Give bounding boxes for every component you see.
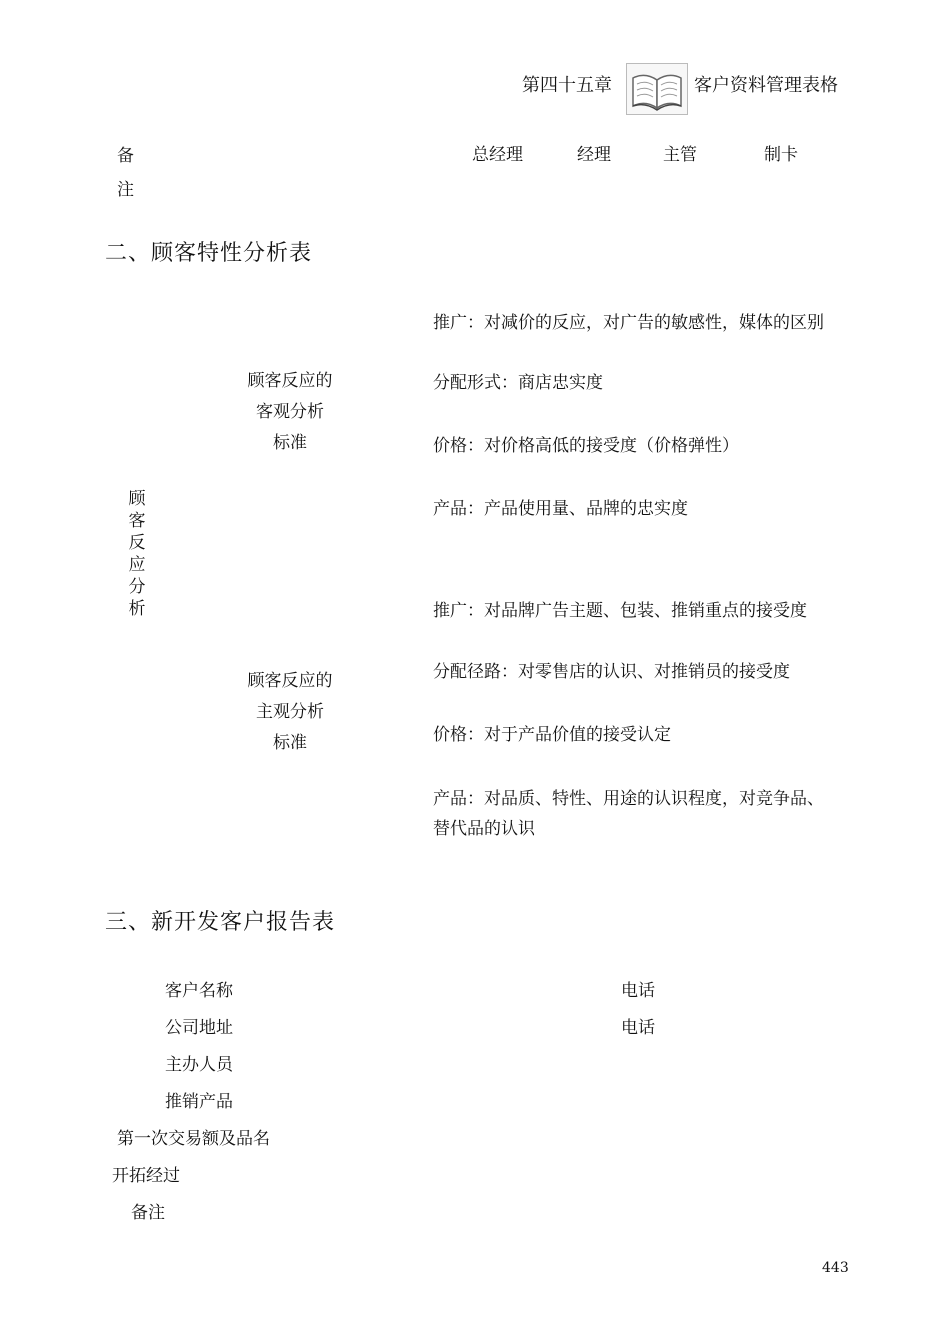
page-number: 443 [822,1260,849,1276]
chapter-label: 第四十五章 [522,75,612,96]
field-development: 开拓经过 [112,1166,180,1186]
remarks-label-top: 备 [117,146,134,166]
subjective-criteria-label: 顾客反应的 主观分析 标准 [247,671,333,753]
field-phone-1: 电话 [621,981,655,1001]
subjective-item-product-cont: 替代品的认识 [433,819,535,839]
subjective-item-distribution: 分配径路：对零售店的认识、对推销员的接受度 [433,662,790,682]
section-heading-customer-analysis: 二、顾客特性分析表 [105,241,313,266]
role-general-manager: 总经理 [472,145,523,165]
field-organizer: 主办人员 [165,1055,233,1075]
field-product: 推销产品 [165,1092,233,1112]
subjective-item-promotion: 推广：对品牌广告主题、包装、推销重点的接受度 [433,601,807,621]
objective-item-product: 产品：产品使用量、品牌的忠实度 [433,499,688,519]
role-card-maker: 制卡 [764,145,798,165]
remarks-label-bottom: 注 [117,180,134,200]
objective-item-distribution: 分配形式：商店忠实度 [433,373,603,393]
subjective-item-price: 价格：对于产品价值的接受认定 [433,725,671,745]
field-remarks: 备注 [131,1203,165,1223]
side-label-customer-reaction: 顾客反应分析 [128,489,146,619]
field-phone-2: 电话 [621,1018,655,1038]
subjective-item-product: 产品：对品质、特性、用途的认识程度，对竞争品、 [433,789,824,809]
field-first-deal: 第一次交易额及品名 [117,1129,270,1149]
chapter-title: 客户资料管理表格 [694,75,838,96]
field-company-address: 公司地址 [165,1018,233,1038]
open-book-icon [626,63,688,115]
section-heading-new-customer-report: 三、新开发客户报告表 [105,910,336,935]
role-supervisor: 主管 [663,145,697,165]
objective-criteria-label: 顾客反应的 客观分析 标准 [247,371,333,453]
role-manager: 经理 [577,145,611,165]
objective-item-promotion: 推广：对减价的反应，对广告的敏感性，媒体的区别 [433,313,824,333]
field-customer-name: 客户名称 [165,981,233,1001]
objective-item-price: 价格：对价格高低的接受度（价格弹性） [433,436,739,456]
